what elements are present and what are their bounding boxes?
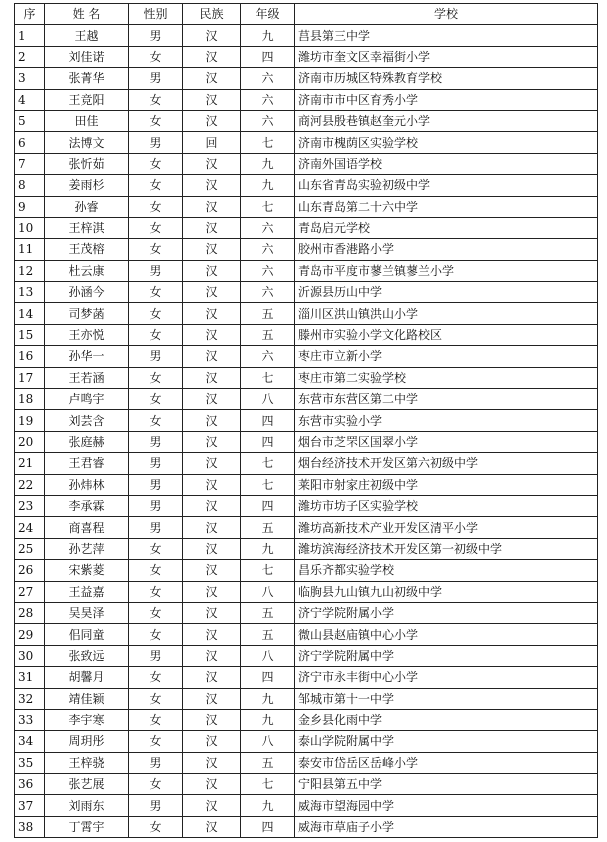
cell-gender: 男 (129, 795, 183, 816)
cell-school: 济宁市永丰街中心小学 (295, 667, 598, 688)
cell-gender: 女 (129, 410, 183, 431)
table-row (15, 667, 598, 688)
cell-school: 威海市望海园中学 (295, 795, 598, 816)
cell-ethnicity: 汉 (183, 346, 241, 367)
cell-ethnicity: 汉 (183, 774, 241, 795)
cell-gender: 女 (129, 389, 183, 410)
cell-school: 济南市历城区特殊教育学校 (295, 68, 598, 89)
cell-name: 王越 (45, 25, 129, 46)
table-row (15, 538, 598, 559)
cell-ethnicity: 汉 (183, 538, 241, 559)
cell-grade: 九 (241, 538, 295, 559)
cell-name: 王益嘉 (45, 581, 129, 602)
cell-gender: 女 (129, 196, 183, 217)
table-row (15, 196, 598, 217)
cell-name: 法博文 (45, 132, 129, 153)
cell-index: 27 (15, 581, 45, 602)
cell-ethnicity: 汉 (183, 431, 241, 452)
cell-gender: 男 (129, 25, 183, 46)
cell-grade: 四 (241, 495, 295, 516)
cell-name: 司梦菡 (45, 303, 129, 324)
cell-grade: 六 (241, 110, 295, 131)
cell-school: 山东省青岛实验初级中学 (295, 175, 598, 196)
cell-name: 姜雨杉 (45, 175, 129, 196)
cell-ethnicity: 汉 (183, 367, 241, 388)
cell-gender: 女 (129, 175, 183, 196)
cell-grade: 四 (241, 410, 295, 431)
cell-school: 青岛市平度市蓼兰镇蓼兰小学 (295, 260, 598, 281)
cell-index: 18 (15, 389, 45, 410)
cell-grade: 九 (241, 709, 295, 730)
cell-index: 2 (15, 46, 45, 67)
cell-gender: 女 (129, 46, 183, 67)
table-row (15, 217, 598, 238)
cell-school: 潍坊市坊子区实验学校 (295, 495, 598, 516)
cell-index: 4 (15, 89, 45, 110)
cell-index: 31 (15, 667, 45, 688)
cell-grade: 七 (241, 196, 295, 217)
cell-grade: 四 (241, 667, 295, 688)
cell-index: 20 (15, 431, 45, 452)
cell-name: 张艺展 (45, 774, 129, 795)
cell-grade: 八 (241, 731, 295, 752)
table-row (15, 752, 598, 773)
cell-name: 胡馨月 (45, 667, 129, 688)
cell-school: 济南市市中区育秀小学 (295, 89, 598, 110)
cell-index: 17 (15, 367, 45, 388)
header-gender: 性别 (129, 4, 183, 25)
cell-grade: 四 (241, 431, 295, 452)
cell-gender: 女 (129, 816, 183, 837)
cell-school: 济宁学院附属中学 (295, 645, 598, 666)
cell-name: 张致远 (45, 645, 129, 666)
cell-gender: 女 (129, 581, 183, 602)
table-row (15, 260, 598, 281)
cell-index: 5 (15, 110, 45, 131)
header-grade: 年级 (241, 4, 295, 25)
table-row (15, 709, 598, 730)
cell-name: 商喜程 (45, 517, 129, 538)
table-row (15, 517, 598, 538)
header-row (15, 4, 598, 25)
table-row (15, 774, 598, 795)
cell-index: 38 (15, 816, 45, 837)
cell-name: 张忻茹 (45, 153, 129, 174)
cell-school: 宁阳县第五中学 (295, 774, 598, 795)
cell-ethnicity: 汉 (183, 68, 241, 89)
cell-school: 泰山学院附属中学 (295, 731, 598, 752)
cell-school: 沂源县历山中学 (295, 282, 598, 303)
cell-grade: 七 (241, 367, 295, 388)
cell-gender: 男 (129, 68, 183, 89)
cell-name: 卢鸣宇 (45, 389, 129, 410)
cell-name: 张庭赫 (45, 431, 129, 452)
cell-index: 37 (15, 795, 45, 816)
cell-name: 李宇寒 (45, 709, 129, 730)
table-row (15, 731, 598, 752)
cell-school: 莱阳市射家庄初级中学 (295, 474, 598, 495)
table-row (15, 645, 598, 666)
cell-ethnicity: 汉 (183, 795, 241, 816)
cell-name: 王梓淇 (45, 217, 129, 238)
table-row (15, 624, 598, 645)
cell-school: 淄川区洪山镇洪山小学 (295, 303, 598, 324)
cell-ethnicity: 汉 (183, 175, 241, 196)
cell-school: 潍坊市奎文区幸福街小学 (295, 46, 598, 67)
cell-name: 刘雨东 (45, 795, 129, 816)
cell-school: 东营市实验小学 (295, 410, 598, 431)
cell-school: 潍坊滨海经济技术开发区第一初级中学 (295, 538, 598, 559)
cell-grade: 七 (241, 132, 295, 153)
cell-school: 山东青岛第二十六中学 (295, 196, 598, 217)
cell-gender: 女 (129, 89, 183, 110)
cell-gender: 女 (129, 709, 183, 730)
table-row (15, 89, 598, 110)
cell-index: 35 (15, 752, 45, 773)
cell-gender: 女 (129, 217, 183, 238)
cell-school: 济南市槐荫区实验学校 (295, 132, 598, 153)
cell-grade: 六 (241, 68, 295, 89)
cell-name: 王若涵 (45, 367, 129, 388)
cell-grade: 九 (241, 153, 295, 174)
cell-school: 莒县第三中学 (295, 25, 598, 46)
cell-ethnicity: 汉 (183, 560, 241, 581)
cell-ethnicity: 汉 (183, 495, 241, 516)
cell-index: 26 (15, 560, 45, 581)
cell-ethnicity: 汉 (183, 239, 241, 260)
cell-ethnicity: 汉 (183, 303, 241, 324)
cell-index: 7 (15, 153, 45, 174)
cell-grade: 七 (241, 560, 295, 581)
cell-gender: 女 (129, 774, 183, 795)
cell-grade: 五 (241, 303, 295, 324)
cell-gender: 男 (129, 752, 183, 773)
cell-gender: 女 (129, 688, 183, 709)
cell-school: 微山县赵庙镇中心小学 (295, 624, 598, 645)
cell-name: 宋紫菱 (45, 560, 129, 581)
cell-grade: 五 (241, 324, 295, 345)
cell-ethnicity: 汉 (183, 602, 241, 623)
cell-school: 烟台经济技术开发区第六初级中学 (295, 453, 598, 474)
cell-name: 孙华一 (45, 346, 129, 367)
cell-school: 青岛启元学校 (295, 217, 598, 238)
cell-ethnicity: 汉 (183, 667, 241, 688)
cell-grade: 五 (241, 624, 295, 645)
cell-index: 36 (15, 774, 45, 795)
cell-ethnicity: 汉 (183, 324, 241, 345)
cell-gender: 男 (129, 453, 183, 474)
table-row (15, 431, 598, 452)
cell-ethnicity: 汉 (183, 46, 241, 67)
cell-grade: 七 (241, 453, 295, 474)
cell-school: 临朐县九山镇九山初级中学 (295, 581, 598, 602)
cell-grade: 六 (241, 346, 295, 367)
cell-ethnicity: 汉 (183, 731, 241, 752)
cell-school: 商河县殷巷镇赵奎元小学 (295, 110, 598, 131)
cell-school: 金乡县化雨中学 (295, 709, 598, 730)
cell-ethnicity: 汉 (183, 110, 241, 131)
cell-name: 佀同童 (45, 624, 129, 645)
cell-name: 吴昊泽 (45, 602, 129, 623)
cell-school: 烟台市芝罘区国翠小学 (295, 431, 598, 452)
cell-gender: 男 (129, 474, 183, 495)
cell-grade: 四 (241, 46, 295, 67)
cell-ethnicity: 汉 (183, 282, 241, 303)
table-row (15, 132, 598, 153)
cell-ethnicity: 汉 (183, 217, 241, 238)
cell-name: 孙炜林 (45, 474, 129, 495)
cell-gender: 女 (129, 367, 183, 388)
cell-gender: 男 (129, 645, 183, 666)
cell-index: 19 (15, 410, 45, 431)
cell-school: 东营市东营区第二中学 (295, 389, 598, 410)
table-row (15, 560, 598, 581)
table-row (15, 68, 598, 89)
cell-ethnicity: 汉 (183, 196, 241, 217)
table-row (15, 153, 598, 174)
cell-index: 12 (15, 260, 45, 281)
cell-ethnicity: 汉 (183, 389, 241, 410)
cell-school: 泰安市岱岳区岳峰小学 (295, 752, 598, 773)
cell-index: 15 (15, 324, 45, 345)
cell-index: 30 (15, 645, 45, 666)
cell-ethnicity: 汉 (183, 89, 241, 110)
cell-grade: 五 (241, 602, 295, 623)
cell-ethnicity: 汉 (183, 153, 241, 174)
cell-gender: 男 (129, 431, 183, 452)
cell-name: 孙艺萍 (45, 538, 129, 559)
table-row (15, 282, 598, 303)
cell-index: 3 (15, 68, 45, 89)
cell-ethnicity: 汉 (183, 709, 241, 730)
cell-ethnicity: 汉 (183, 645, 241, 666)
cell-school: 枣庄市立新小学 (295, 346, 598, 367)
cell-ethnicity: 汉 (183, 752, 241, 773)
table-row (15, 367, 598, 388)
student-roster-table (14, 3, 598, 838)
cell-name: 杜云康 (45, 260, 129, 281)
table-row (15, 816, 598, 837)
cell-index: 16 (15, 346, 45, 367)
cell-gender: 女 (129, 282, 183, 303)
cell-ethnicity: 汉 (183, 474, 241, 495)
cell-name: 王梓骁 (45, 752, 129, 773)
table-row (15, 495, 598, 516)
cell-ethnicity: 汉 (183, 517, 241, 538)
cell-name: 靖佳颖 (45, 688, 129, 709)
cell-grade: 五 (241, 752, 295, 773)
cell-gender: 女 (129, 667, 183, 688)
table-row (15, 303, 598, 324)
cell-gender: 男 (129, 495, 183, 516)
cell-gender: 男 (129, 132, 183, 153)
cell-gender: 女 (129, 731, 183, 752)
table-row (15, 46, 598, 67)
table-row (15, 239, 598, 260)
cell-school: 枣庄市第二实验学校 (295, 367, 598, 388)
cell-gender: 女 (129, 239, 183, 260)
cell-grade: 八 (241, 581, 295, 602)
table-row (15, 175, 598, 196)
cell-name: 王亦悦 (45, 324, 129, 345)
cell-gender: 女 (129, 110, 183, 131)
table-row (15, 110, 598, 131)
cell-index: 34 (15, 731, 45, 752)
cell-ethnicity: 汉 (183, 25, 241, 46)
table-row (15, 410, 598, 431)
table-row (15, 688, 598, 709)
cell-grade: 九 (241, 175, 295, 196)
cell-gender: 女 (129, 324, 183, 345)
cell-ethnicity: 汉 (183, 624, 241, 645)
cell-name: 田佳 (45, 110, 129, 131)
cell-grade: 九 (241, 688, 295, 709)
cell-name: 王茂榕 (45, 239, 129, 260)
cell-gender: 女 (129, 153, 183, 174)
cell-grade: 六 (241, 89, 295, 110)
cell-index: 28 (15, 602, 45, 623)
header-ethnicity: 民族 (183, 4, 241, 25)
cell-index: 32 (15, 688, 45, 709)
cell-gender: 女 (129, 538, 183, 559)
cell-name: 丁霄宇 (45, 816, 129, 837)
table-row (15, 346, 598, 367)
cell-grade: 六 (241, 239, 295, 260)
cell-school: 邹城市第十一中学 (295, 688, 598, 709)
cell-grade: 七 (241, 774, 295, 795)
table-row (15, 795, 598, 816)
cell-school: 济南外国语学校 (295, 153, 598, 174)
cell-gender: 女 (129, 624, 183, 645)
cell-ethnicity: 汉 (183, 688, 241, 709)
cell-index: 6 (15, 132, 45, 153)
cell-index: 23 (15, 495, 45, 516)
cell-ethnicity: 汉 (183, 816, 241, 837)
cell-school: 胶州市香港路小学 (295, 239, 598, 260)
cell-ethnicity: 汉 (183, 410, 241, 431)
table-row (15, 602, 598, 623)
cell-school: 济宁学院附属小学 (295, 602, 598, 623)
table-row (15, 581, 598, 602)
cell-grade: 九 (241, 795, 295, 816)
cell-index: 25 (15, 538, 45, 559)
cell-grade: 九 (241, 25, 295, 46)
cell-gender: 男 (129, 517, 183, 538)
header-name: 姓 名 (45, 4, 129, 25)
cell-grade: 六 (241, 282, 295, 303)
cell-gender: 女 (129, 560, 183, 581)
cell-grade: 七 (241, 474, 295, 495)
cell-ethnicity: 汉 (183, 581, 241, 602)
cell-gender: 女 (129, 303, 183, 324)
cell-grade: 八 (241, 389, 295, 410)
cell-name: 王竞阳 (45, 89, 129, 110)
cell-index: 10 (15, 217, 45, 238)
cell-index: 1 (15, 25, 45, 46)
cell-name: 王君睿 (45, 453, 129, 474)
table-body (15, 25, 598, 838)
cell-grade: 八 (241, 645, 295, 666)
cell-school: 潍坊高新技术产业开发区清平小学 (295, 517, 598, 538)
header-school: 学校 (295, 4, 598, 25)
cell-ethnicity: 汉 (183, 260, 241, 281)
cell-index: 9 (15, 196, 45, 217)
cell-ethnicity: 汉 (183, 453, 241, 474)
table-row (15, 324, 598, 345)
cell-index: 24 (15, 517, 45, 538)
table-row (15, 453, 598, 474)
cell-index: 33 (15, 709, 45, 730)
cell-name: 刘佳诺 (45, 46, 129, 67)
cell-index: 11 (15, 239, 45, 260)
cell-name: 周玥彤 (45, 731, 129, 752)
cell-index: 22 (15, 474, 45, 495)
cell-grade: 六 (241, 260, 295, 281)
table-row (15, 474, 598, 495)
cell-name: 李承霖 (45, 495, 129, 516)
cell-school: 滕州市实验小学文化路校区 (295, 324, 598, 345)
cell-gender: 女 (129, 602, 183, 623)
cell-index: 8 (15, 175, 45, 196)
cell-index: 21 (15, 453, 45, 474)
cell-name: 孙涵今 (45, 282, 129, 303)
cell-index: 13 (15, 282, 45, 303)
table-row (15, 389, 598, 410)
cell-grade: 六 (241, 217, 295, 238)
cell-school: 昌乐齐都实验学校 (295, 560, 598, 581)
cell-grade: 五 (241, 517, 295, 538)
cell-name: 刘芸含 (45, 410, 129, 431)
cell-grade: 四 (241, 816, 295, 837)
table-row (15, 25, 598, 46)
cell-index: 14 (15, 303, 45, 324)
cell-name: 张菁华 (45, 68, 129, 89)
cell-gender: 男 (129, 260, 183, 281)
cell-gender: 男 (129, 346, 183, 367)
cell-school: 威海市草庙子小学 (295, 816, 598, 837)
cell-ethnicity: 回 (183, 132, 241, 153)
cell-name: 孙睿 (45, 196, 129, 217)
header-index: 序 (15, 4, 45, 25)
cell-index: 29 (15, 624, 45, 645)
